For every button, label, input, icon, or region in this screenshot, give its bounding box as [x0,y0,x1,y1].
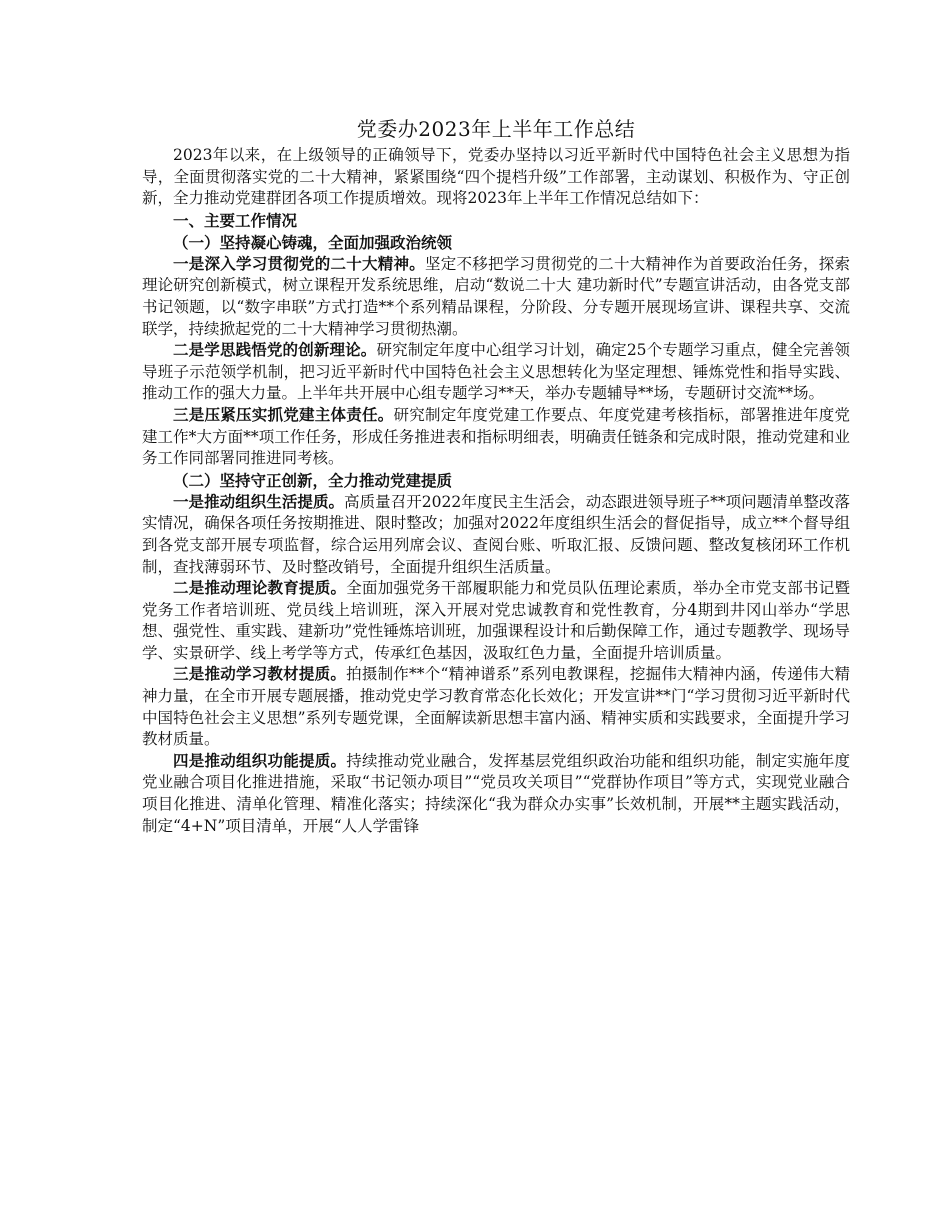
paragraph-body: 拍摄制作**个“精神谱系”系列电教课程，挖掘伟大精神内涵，传递伟大精神力量，在全市开展专题展播，推动党史学习教育常态化长效化；开发宣讲**门“学习贯彻习近平新时代中国特色社会主义思想”系列专题党课，全面解读新思想丰富内涵、精神实质和实践要求，全面提升学习教材质量。 [142,665,850,749]
paragraph-organization-function [142,751,850,837]
paragraph-lead: 四是推动组织功能提质。 [173,751,347,770]
paragraph-lead: 三是压紧压实抓党建主体责任。 [173,405,394,424]
subsection-heading-quality: （二）坚持守正创新，全力推动党建提质 [173,471,453,490]
paragraph-study-twentieth-congress [142,254,850,340]
paragraph-body: 持续推动党业融合，发挥基层党组织政治功能和组织功能，制定实施年度党业融合项目化推进措施，采取“书记领办项目”“党员攻关项目”“党群协作项目”等方式，实现党业融合项目化推进、清单化管理、精准化落实；持续深化“我为群众办实事”长效机制，开展**主题实践活动，制定“4+N”项目清单，开展“人人学雷锋 [142,751,850,835]
paragraph-body: 高质量召开2022年度民主生活会，动态跟进领导班子**项问题清单整改落实情况，确保各项任务按期推进、限时整改；加强对2022年度组织生活会的督促指导，成立**个督导组到各党支部开展专项监督，综合运用列席会议、查阅台账、听取汇报、反馈问题、整改复核闭环工作机制，查找薄弱环节、及时整改销号，全面提升组织生活质量。 [142,492,850,576]
paragraph-lead: 一是深入学习贯彻党的二十大精神。 [173,254,425,273]
section-heading-main-work: 一、主要工作情况 [173,211,298,230]
intro-paragraph: 2023年以来，在上级领导的正确领导下，党委办坚持以习近平新时代中国特色社会主义思想为指导，全面贯彻落实党的二十大精神，紧紧围绕“四个提档升级”工作部署，主动谋划、积极作为、守正创新，全力推动党建群团各项工作提质增效。现将2023年上半年工作情况总结如下： [142,146,850,208]
paragraph-body: 研究制定年度党建工作要点、年度党建考核指标，部署推进年度党建工作*大方面**项工作任务，形成任务推进表和指标明细表，明确责任链条和完成时限，推动党建和业务工作同部署同推进同考核。 [142,405,850,468]
paragraph-lead: 三是推动学习教材提质。 [173,665,347,684]
paragraph-innovative-theory [142,340,850,405]
paragraph-study-materials [142,664,850,750]
subsection-heading-political: （一）坚持凝心铸魂，全面加强政治统领 [173,233,453,252]
document-page [142,115,850,837]
paragraph-party-responsibility [142,405,850,470]
paragraph-body: 全面加强党务干部履职能力和党员队伍理论素质，举办全市党支部书记暨党务工作者培训班、党员线上培训班，深入开展对党忠诚教育和党性教育，分4期到井冈山举办“学思想、强党性、重实践、建新功”党性锤炼培训班，加强课程设计和后勤保障工作，通过专题教学、现场导学、实景研学、线上考学等方式，传承红色基因，汲取红色力量，全面提升培训质量。 [142,579,850,662]
paragraph-organization-life [142,492,850,578]
paragraph-lead: 一是推动组织生活提质。 [173,492,345,511]
paragraph-theory-education [142,578,850,664]
document-title: 党委办2023年上半年工作总结 [356,117,636,141]
paragraph-lead: 二是推动理论教育提质。 [173,579,347,598]
paragraph-lead: 二是学思践悟党的创新理论。 [173,341,377,360]
paragraph-body: 研究制定年度中心组学习计划，确定25个专题学习重点，健全完善领导班子示范领学机制，把习近平新时代中国特色社会主义思想转化为坚定理想、锤炼党性和指导实践、推动工作的强大力量。上半年共开展中心组专题学习**天，举办专题辅导**场，专题研讨交流**场。 [142,341,850,403]
paragraph-body: 坚定不移把学习贯彻党的二十大精神作为首要政治任务，探索理论研究创新模式，树立课程开发系统思维，启动“数说二十大 建功新时代”专题宣讲活动，由各党支部书记领题，以“数字串联”方式打造**个系列精品课程，分阶段、分专题开展现场宣讲、课程共享、交流联学，持续掀起党的二十大精神学习贯彻热潮。 [142,254,850,338]
